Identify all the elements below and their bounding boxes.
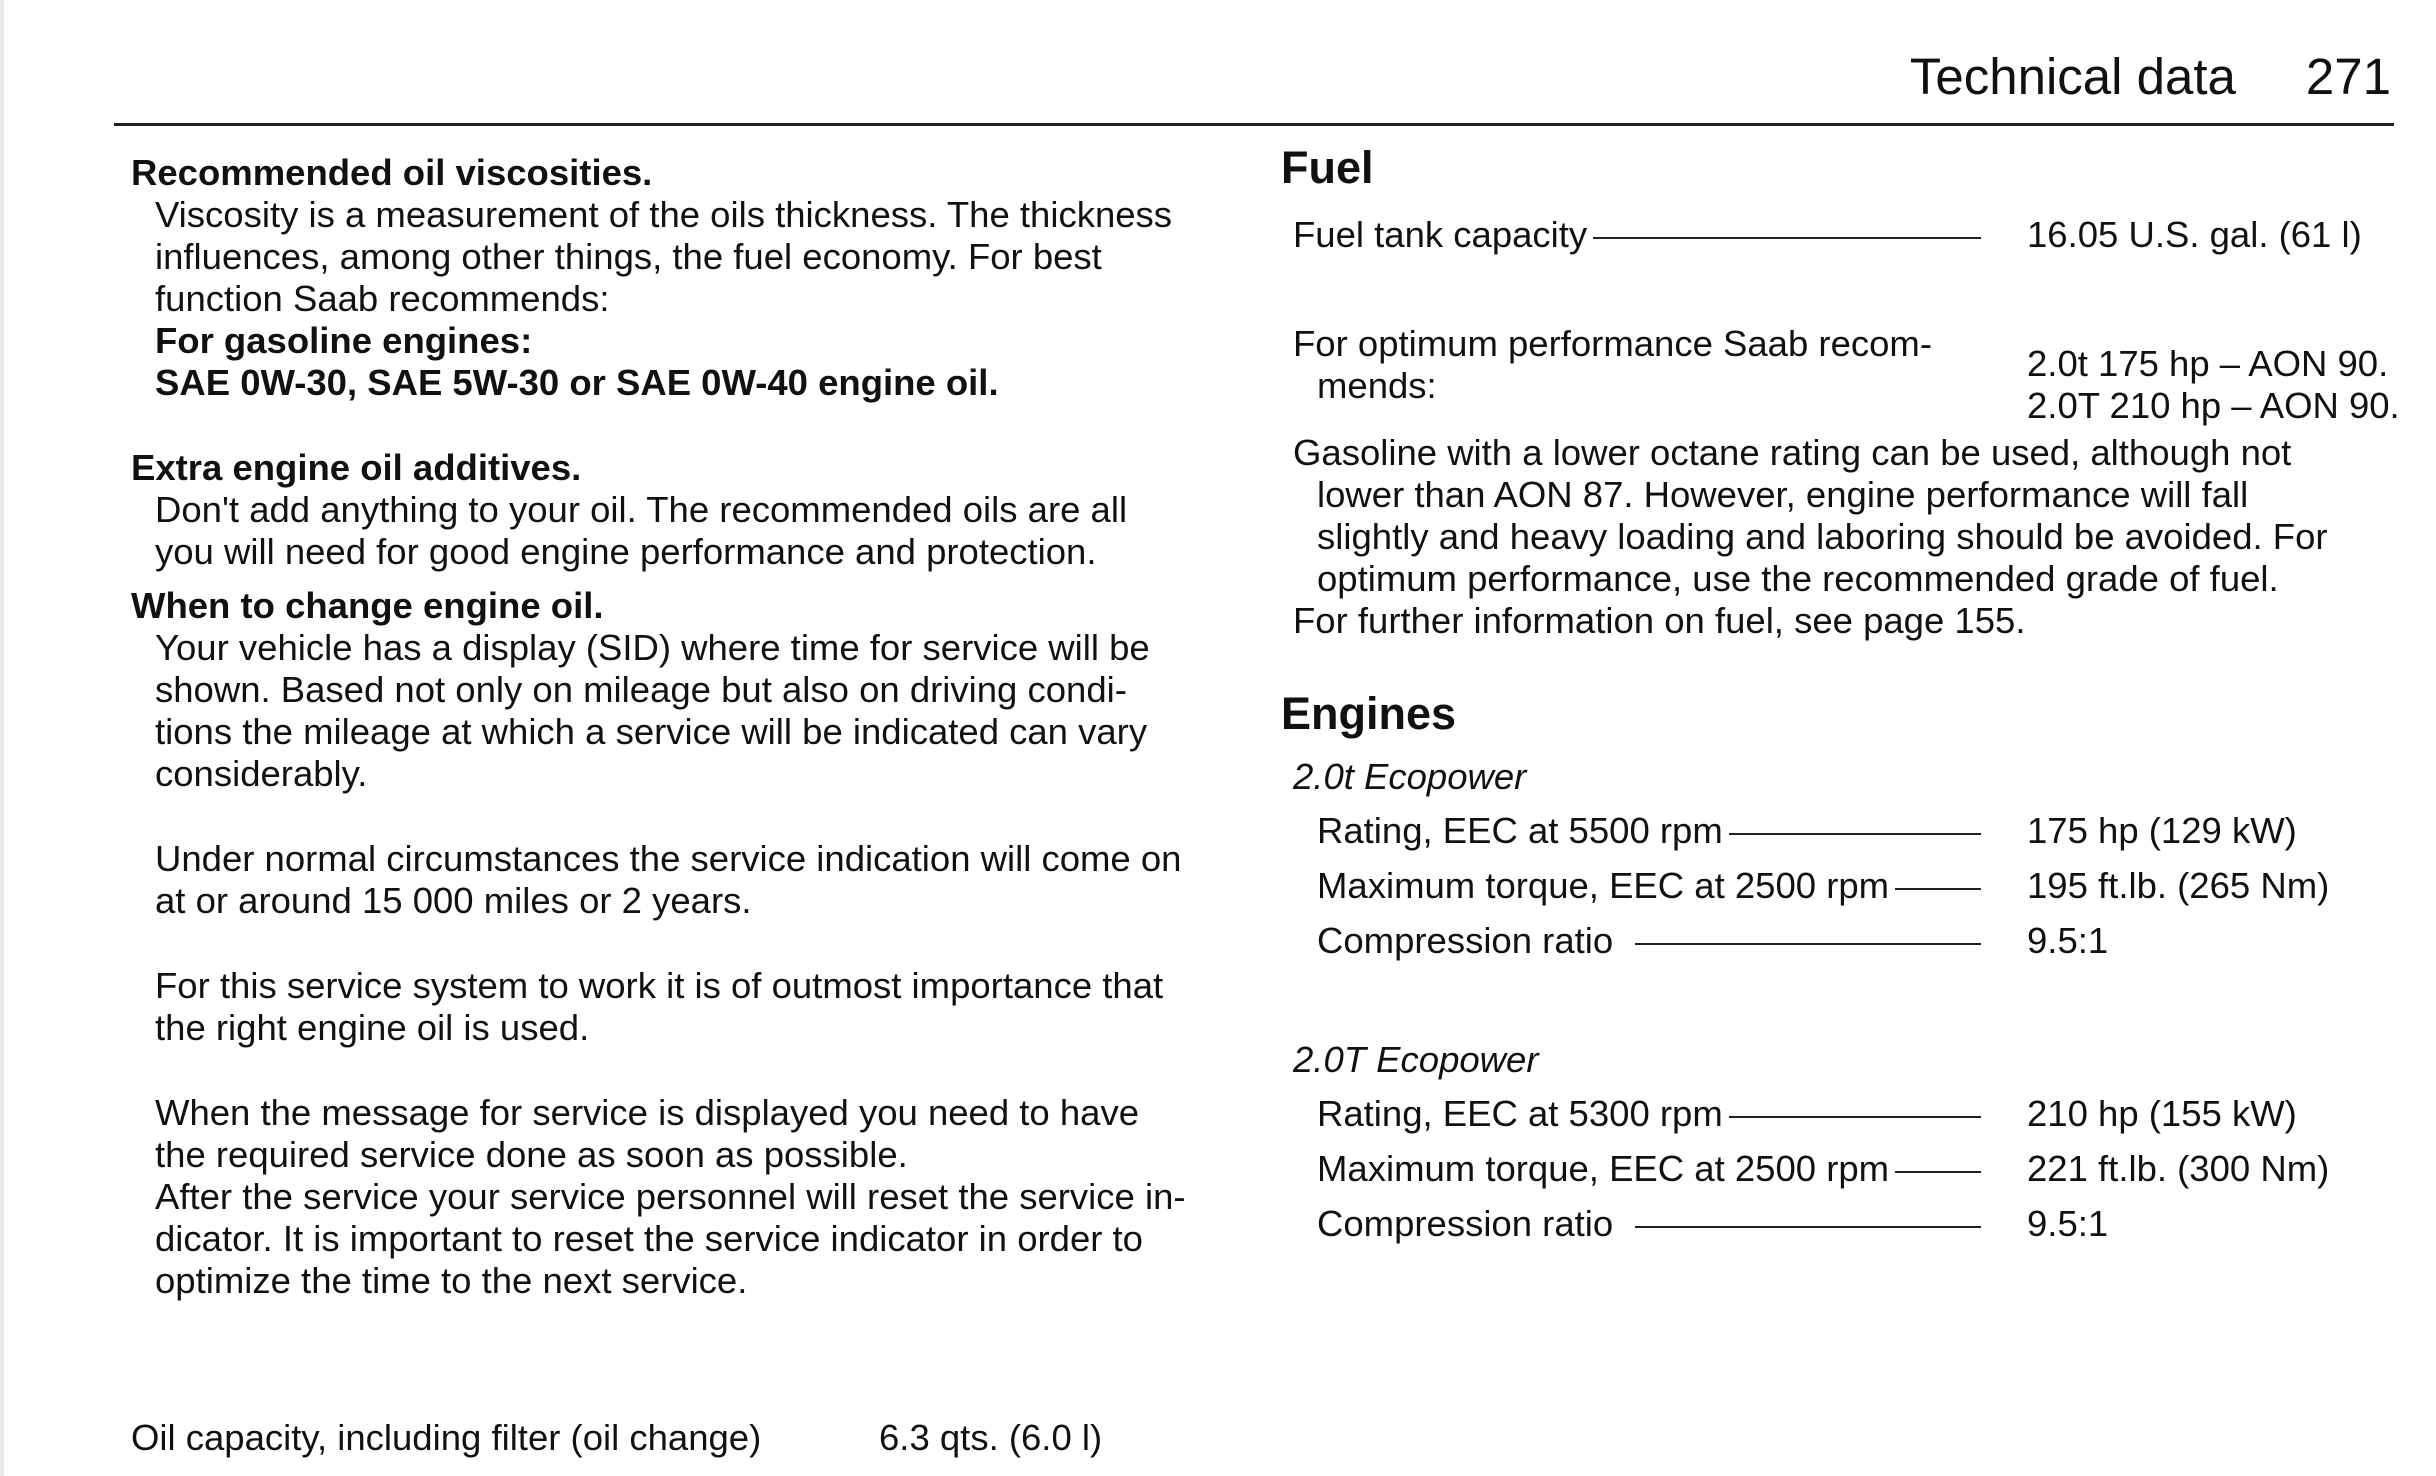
spec-label: Rating, EEC at 5300 rpm xyxy=(1317,1093,1723,1134)
spec-value: 221 ft.lb. (300 Nm) xyxy=(2027,1148,2330,1189)
viscosity-heading: Recommended oil viscosities. xyxy=(131,152,653,193)
spec-value: 9.5:1 xyxy=(2027,920,2109,961)
spec-row xyxy=(1281,810,2401,865)
right-column xyxy=(1281,140,2401,1258)
fuel-tank-row xyxy=(1281,214,2401,256)
text-line: After the service your service personnel will reset the service in- xyxy=(155,1176,1186,1217)
octane-value: 2.0t 175 hp – AON 90. xyxy=(2027,343,2389,384)
text-line: For this service system to work it is of outmost importance that xyxy=(155,965,1164,1006)
leader-line xyxy=(1635,1226,1981,1228)
oil-change-paragraph-2 xyxy=(131,838,1251,922)
text-line: Your vehicle has a display (SID) where time for service will be xyxy=(155,627,1150,668)
oil-grades: SAE 0W-30, SAE 5W-30 or SAE 0W-40 engine oil. xyxy=(155,362,999,403)
page-number: 271 xyxy=(2305,48,2391,105)
spec-value: 175 hp (129 kW) xyxy=(2027,810,2297,851)
recommendation-text: mends: xyxy=(1317,365,1437,406)
text-line: optimum performance, use the recommended grade of fuel. xyxy=(1317,558,2279,599)
text-line: function Saab recommends: xyxy=(155,278,610,319)
spec-label: Compression ratio xyxy=(1317,1203,1614,1244)
oil-change-paragraph-4 xyxy=(131,1092,1251,1302)
spec-value: 210 hp (155 kW) xyxy=(2027,1093,2297,1134)
text-line: lower than AON 87. However, engine performance will fall xyxy=(1317,474,2249,515)
further-info: For further information on fuel, see page 155. xyxy=(1293,600,2026,641)
leader-line xyxy=(1593,237,1981,239)
text-line: slightly and heavy loading and laboring should be avoided. For xyxy=(1317,516,2328,557)
fuel-tank-label: Fuel tank capacity xyxy=(1293,214,1588,255)
text-line: dicator. It is important to reset the service indicator in order to xyxy=(155,1218,1143,1259)
engines-heading: Engines xyxy=(1281,688,1457,739)
engine-name: 2.0T Ecopower xyxy=(1293,1039,1539,1080)
additives-heading: Extra engine oil additives. xyxy=(131,447,582,488)
text-line: at or around 15 000 miles or 2 years. xyxy=(155,880,752,921)
page-header xyxy=(1910,46,2391,108)
oil-change-paragraph-1 xyxy=(131,627,1251,795)
text-line: Don't add anything to your oil. The recommended oils are all xyxy=(155,489,1128,530)
viscosity-text xyxy=(131,194,1251,404)
text-line: Under normal circumstances the service indication will come on xyxy=(155,838,1182,879)
text-line: influences, among other things, the fuel economy. For best xyxy=(155,236,1102,277)
spec-row xyxy=(1281,920,2401,975)
oil-capacity-label: Oil capacity, including filter (oil change) xyxy=(131,1417,762,1458)
oil-capacity-row xyxy=(131,1417,1251,1459)
engine-name: 2.0t Ecopower xyxy=(1293,756,1527,797)
spec-row xyxy=(1281,1093,2401,1148)
octane-value: 2.0T 210 hp – AON 90. xyxy=(2027,385,2400,426)
spec-label: Maximum torque, EEC at 2500 rpm xyxy=(1317,865,1890,906)
spec-row xyxy=(1281,1148,2401,1203)
text-line: the right engine oil is used. xyxy=(155,1007,590,1048)
spec-label: Maximum torque, EEC at 2500 rpm xyxy=(1317,1148,1890,1189)
text-line: When the message for service is displayed you need to have xyxy=(155,1092,1140,1133)
text-line: you will need for good engine performance and protection. xyxy=(155,531,1097,572)
leader-line xyxy=(1729,1116,1981,1118)
spec-label: Rating, EEC at 5500 rpm xyxy=(1317,810,1723,851)
text-line: Gasoline with a lower octane rating can be used, although not xyxy=(1293,432,2292,473)
spec-row xyxy=(1281,1203,2401,1258)
text-line: considerably. xyxy=(155,753,368,794)
spec-label: Compression ratio xyxy=(1317,920,1614,961)
fuel-heading: Fuel xyxy=(1281,142,1374,193)
spec-value: 195 ft.lb. (265 Nm) xyxy=(2027,865,2330,906)
fuel-tank-value: 16.05 U.S. gal. (61 l) xyxy=(2027,214,2362,255)
leader-line xyxy=(1635,943,1981,945)
oil-change-heading: When to change engine oil. xyxy=(131,585,604,626)
text-line: shown. Based not only on mileage but also on driving condi- xyxy=(155,669,1127,710)
fuel-recommendation xyxy=(1281,323,2401,427)
viscosity-section xyxy=(131,152,1251,404)
engine-group xyxy=(1281,1039,2401,1258)
oil-capacity-value: 6.3 qts. (6.0 l) xyxy=(879,1417,1103,1458)
section-title: Technical data xyxy=(1909,48,2236,105)
text-line: the required service done as soon as possible. xyxy=(155,1134,908,1175)
leader-line xyxy=(1895,1171,1981,1173)
additives-section xyxy=(131,447,1251,573)
spec-value: 9.5:1 xyxy=(2027,1203,2109,1244)
header-rule xyxy=(114,123,2394,126)
gasoline-label: For gasoline engines: xyxy=(155,320,533,361)
octane-note xyxy=(1281,432,2401,642)
leader-line xyxy=(1729,833,1981,835)
recommendation-text: For optimum performance Saab recom- xyxy=(1293,323,1932,364)
leader-line xyxy=(1895,888,1981,890)
oil-change-paragraph-3 xyxy=(131,965,1251,1049)
engine-group xyxy=(1281,756,2401,975)
page-edge xyxy=(0,0,4,1476)
text-line: optimize the time to the next service. xyxy=(155,1260,748,1301)
text-line: Viscosity is a measurement of the oils thickness. The thickness xyxy=(155,194,1173,235)
text-line: tions the mileage at which a service will be indicated can vary xyxy=(155,711,1148,752)
left-column xyxy=(131,152,1251,1459)
oil-change-section xyxy=(131,585,1251,1302)
additives-text xyxy=(131,489,1251,573)
spec-row xyxy=(1281,865,2401,920)
